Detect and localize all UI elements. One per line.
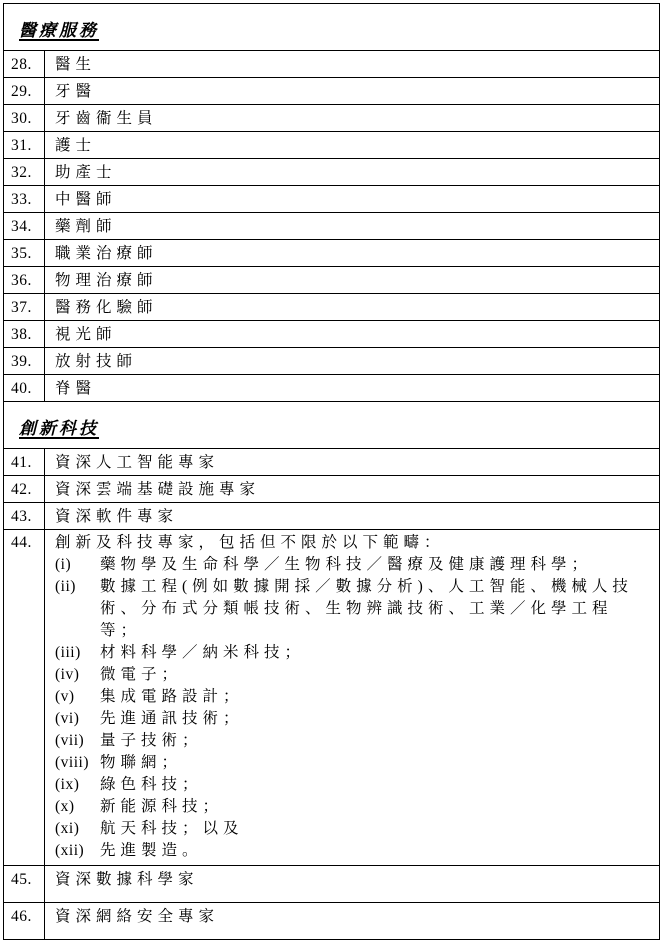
list-item-marker: (ix): [55, 776, 80, 793]
list-item-text: 數據工程(例如數據開採／數據分析)、人工智能、機械人技術、分布式分類帳技術、生物辨識技術、工業／化學工程等；: [100, 578, 633, 639]
table-row: [4, 132, 660, 159]
row-44-intro: 創新及科技專家，包括但不限於以下範疇：: [55, 534, 445, 551]
row-number: 36.: [4, 267, 45, 294]
list-item: [55, 708, 653, 730]
table-row: [4, 476, 660, 503]
list-item-text: 綠色科技；: [100, 776, 203, 793]
row-number: 46.: [4, 903, 45, 940]
row-label: 資深網絡安全專家: [45, 903, 660, 940]
list-item: [55, 818, 653, 840]
section-heading-medical-services: 醫療服務: [19, 21, 99, 40]
list-item-text: 量子技術；: [100, 732, 203, 749]
list-item-text: 先進通訊技術；: [100, 710, 244, 727]
row-label: 護士: [45, 132, 660, 159]
row-number: 35.: [4, 240, 45, 267]
table-row: [4, 159, 660, 186]
list-item-marker: (i): [55, 556, 72, 573]
row-44-cell: [45, 530, 660, 866]
row-label: 物理治療師: [45, 267, 660, 294]
list-item-marker: (x): [55, 798, 75, 815]
row-number: 41.: [4, 449, 45, 476]
list-item: [55, 554, 653, 576]
list-item-marker: (v): [55, 688, 75, 705]
row-label: 藥劑師: [45, 213, 660, 240]
row-label: 資深數據科學家: [45, 866, 660, 903]
row-label: 醫生: [45, 51, 660, 78]
row-number: 45.: [4, 866, 45, 903]
table-row: [4, 503, 660, 530]
row-number: 42.: [4, 476, 45, 503]
section-header-row-innovation: [4, 402, 660, 449]
row-number: 32.: [4, 159, 45, 186]
row-label: 視光師: [45, 321, 660, 348]
row-label: 助產士: [45, 159, 660, 186]
table-row: [4, 866, 660, 903]
row-label: 中醫師: [45, 186, 660, 213]
row-label: 資深軟件專家: [45, 503, 660, 530]
row-number: 43.: [4, 503, 45, 530]
row-label: 放射技師: [45, 348, 660, 375]
list-item-text: 材料科學／納米科技；: [100, 644, 306, 661]
row-number: 31.: [4, 132, 45, 159]
row-number: 34.: [4, 213, 45, 240]
list-item-marker: (iii): [55, 644, 81, 661]
section-heading-innovation-technology: 創新科技: [19, 419, 99, 438]
list-item-text: 集成電路設計；: [100, 688, 244, 705]
row-number: 28.: [4, 51, 45, 78]
list-item: [55, 774, 653, 796]
list-item: [55, 796, 653, 818]
list-item-text: 新能源科技；: [100, 798, 224, 815]
table-row: [4, 78, 660, 105]
table-row: [4, 186, 660, 213]
list-item-marker: (ii): [55, 578, 76, 595]
list-item-text: 先進製造。: [100, 842, 203, 859]
table-row: [4, 51, 660, 78]
row-number: 29.: [4, 78, 45, 105]
section-header-cell: [4, 402, 660, 449]
row-number: 30.: [4, 105, 45, 132]
list-item-marker: (vii): [55, 732, 85, 749]
section-header-row-medical: [4, 4, 660, 51]
table-row: [4, 105, 660, 132]
row-number: 37.: [4, 294, 45, 321]
list-item: [55, 576, 653, 642]
table-row-44: [4, 530, 660, 866]
row-number: 33.: [4, 186, 45, 213]
row-label: 牙齒衞生員: [45, 105, 660, 132]
row-number: 44.: [4, 530, 45, 866]
list-item-text: 微電子；: [100, 666, 183, 683]
table-row: [4, 294, 660, 321]
row-label: 牙醫: [45, 78, 660, 105]
list-item: [55, 642, 653, 664]
list-item-marker: (vi): [55, 710, 80, 727]
list-item-marker: (iv): [55, 666, 80, 683]
table-row: [4, 348, 660, 375]
row-label: 資深人工智能專家: [45, 449, 660, 476]
document-page: [0, 3, 666, 925]
table-row: [4, 375, 660, 402]
table-row: [4, 321, 660, 348]
list-item: [55, 752, 653, 774]
list-item: [55, 686, 653, 708]
table-row: [4, 903, 660, 940]
list-item: [55, 730, 653, 752]
list-item-marker: (xi): [55, 820, 80, 837]
talent-list-table: [3, 3, 660, 940]
list-item-text: 物聯網；: [100, 754, 183, 771]
row-label: 資深雲端基礎設施專家: [45, 476, 660, 503]
table-row: [4, 213, 660, 240]
row-number: 38.: [4, 321, 45, 348]
row-number: 40.: [4, 375, 45, 402]
list-item-text: 航天科技；以及: [100, 820, 244, 837]
list-item-text: 藥物學及生命科學／生物科技／醫療及健康護理科學；: [100, 556, 593, 573]
list-item: [55, 664, 653, 686]
table-row: [4, 267, 660, 294]
list-item-marker: (xii): [55, 842, 85, 859]
row-label: 醫務化驗師: [45, 294, 660, 321]
row-label: 脊醫: [45, 375, 660, 402]
table-row: [4, 449, 660, 476]
list-item: [55, 840, 653, 862]
row-number: 39.: [4, 348, 45, 375]
section-header-cell: [4, 4, 660, 51]
row-label: 職業治療師: [45, 240, 660, 267]
table-row: [4, 240, 660, 267]
list-item-marker: (viii): [55, 754, 89, 771]
